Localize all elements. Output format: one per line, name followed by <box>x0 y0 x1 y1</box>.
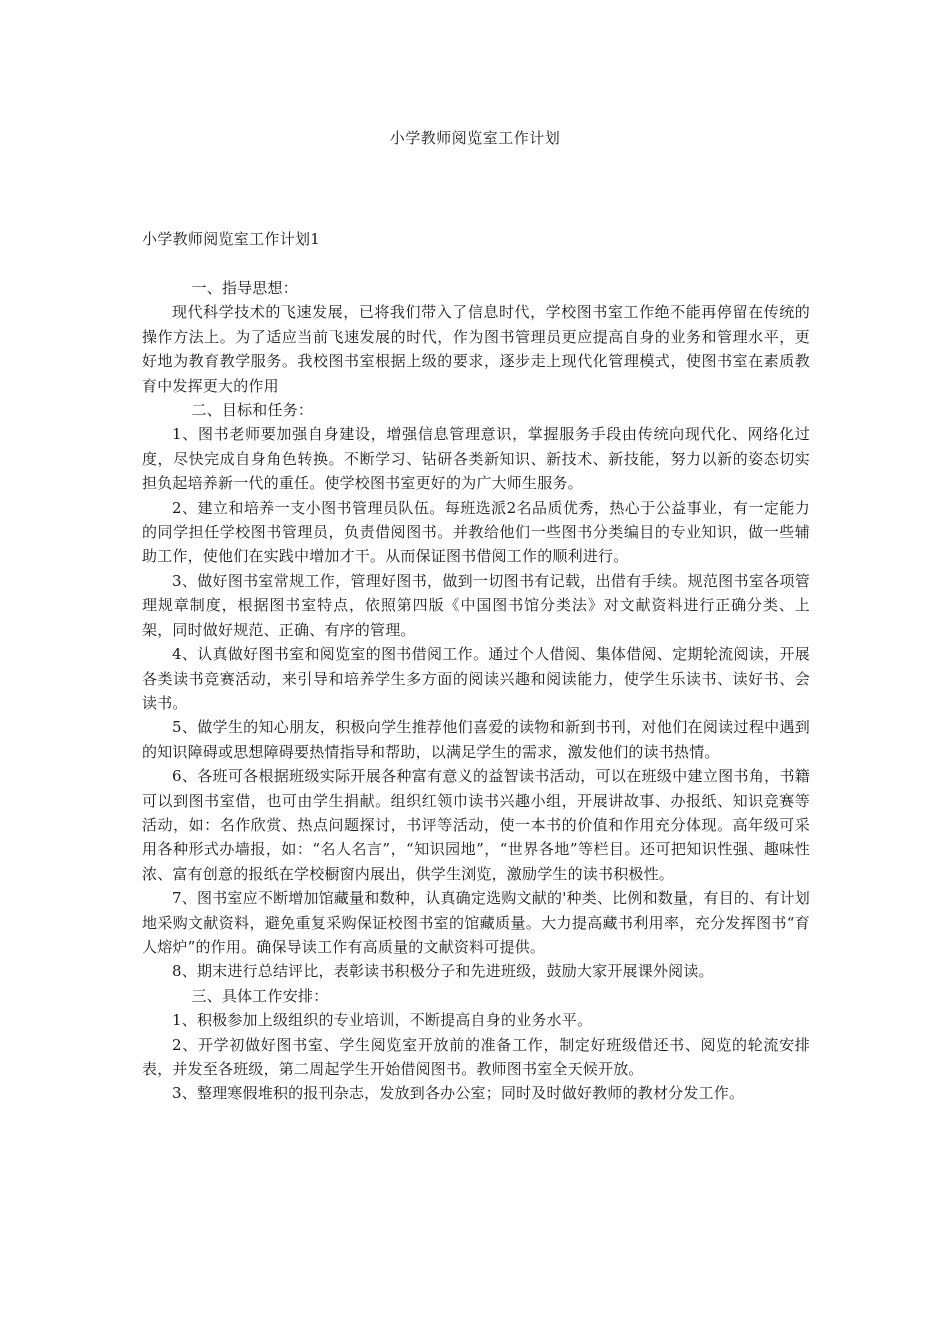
heading-goals-tasks: 二、目标和任务： <box>191 401 314 420</box>
document-body <box>142 276 810 1106</box>
heading-work-schedule: 三、具体工作安排： <box>191 986 329 1005</box>
page-title: 小学教师阅览室工作计划 <box>389 129 561 147</box>
paragraph: 2、建立和培养一支小图书管理员队伍。每班选派2名品质优秀，热心于公益事业，有一定能力的同学担任学校图书管理员，负责借阅图书。并教给他们一些图书分类编目的专业知识，做一些辅助工作，使他们在实践中增加才干。从而保证图书借阅工作的顺利进行。 <box>142 498 810 566</box>
paragraph: 3、做好图书室常规工作，管理好图书，做到一切图书有记载，出借有手续。规范图书室各项管理规章制度，根据图书室特点，依照第四版《中国图书馆分类法》对文献资料进行正确分类、上架，同时做好规范、正确、有序的管理。 <box>142 571 810 639</box>
paragraph: 1、积极参加上级组织的专业培训，不断提高自身的业务水平。 <box>172 1011 593 1030</box>
paragraph: 3、整理寒假堆积的报刊杂志，发放到各办公室；同时及时做好教师的教材分发工作。 <box>172 1084 745 1103</box>
section-title: 小学教师阅览室工作计划1 <box>142 230 321 248</box>
heading-guiding-ideology: 一、指导思想： <box>191 279 298 297</box>
paragraph: 1、图书老师要加强自身建设，增强信息管理意识，掌握服务手段由传统向现代化、网络化过度，尽快完成自身角色转换。不断学习、钻研各类新知识、新技术、新技能，努力以新的姿态切实担负起培养新一代的重任。使学校图书室更好的为广大师生服务。 <box>142 425 810 493</box>
paragraph: 4、认真做好图书室和阅览室的图书借阅工作。通过个人借阅、集体借阅、定期轮流阅读，开展各类读书竞赛活动，来引导和培养学生多方面的阅读兴趣和阅读能力，使学生乐读书、读好书、会读书。 <box>142 645 810 712</box>
paragraph: 2、开学初做好图书室、学生阅览室开放前的准备工作，制定好班级借还书、阅览的轮流安排表，并发至各班级，第二周起学生开始借阅图书。教师图书室全天候开放。 <box>142 1035 810 1078</box>
paragraph: 5、做学生的知心朋友，积极向学生推荐他们喜爱的读物和新到书刊，对他们在阅读过程中遇到的知识障碍或思想障碍要热情指导和帮助，以满足学生的需求，激发他们的读书热情。 <box>142 718 810 761</box>
paragraph: 7、图书室应不断增加馆藏量和数种，认真确定选购文献的'种类、比例和数量，有目的、有计划地采购文献资料，避免重复采购保证校图书室的馆藏质量。大力提高藏书利用率，充分发挥图书“育人熔炉”的作用。确保导读工作有高质量的文献资料可提供。 <box>142 889 810 956</box>
paragraph: 现代科学技术的飞速发展，已将我们带入了信息时代，学校图书室工作绝不能再停留在传统的操作方法上。为了适应当前飞速发展的时代，作为图书管理员更应提高自身的业务和管理水平，更好地为教育教学服务。我校图书室根据上级的要求，逐步走上现代化管理模式，使图书室在素质教育中发挥更大的作用 <box>142 303 810 395</box>
paragraph: 8、期末进行总结评比，表彰读书积极分子和先进班级，鼓励大家开展课外阅读。 <box>172 962 714 981</box>
paragraph: 6、各班可各根据班级实际开展各种富有意义的益智读书活动，可以在班级中建立图书角，书籍可以到图书室借，也可由学生捐献。组织红领巾读书兴趣小组，开展讲故事、办报纸、知识竞赛等活动，如：名作欣赏、热点问题探讨，书评等活动，使一本书的价值和作用充分体现。高年级可采用各种形式办墙报，如：“名人名言”，“知识园地”，“世界各地”等栏目。还可把知识性强、趣味性浓、富有创意的报纸在学校橱窗内展出，供学生浏览，激励学生的读书积极性。 <box>142 767 810 883</box>
